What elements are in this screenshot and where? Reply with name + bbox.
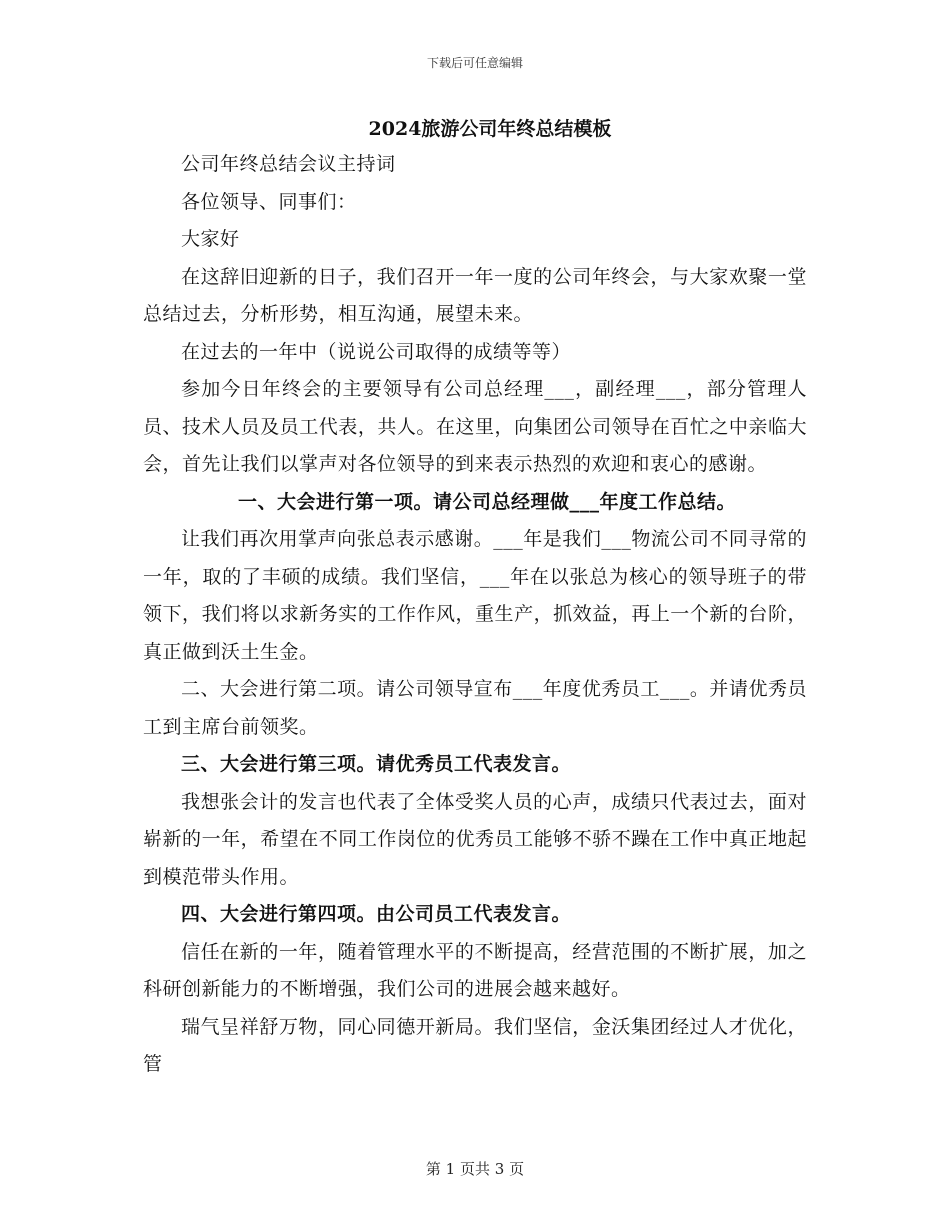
document-title: 2024旅游公司年终总结模板 — [368, 118, 612, 140]
paragraph-hello: 大家好 — [181, 228, 240, 250]
paragraph-subtitle: 公司年终总结会议主持词 — [181, 153, 396, 175]
paragraph-attendees: 参加今日年终会的主要领导有公司总经理___，副经理___，部分管理人员、技术人员及员工代表，共人。在这里，向集团公司领导在百忙之中亲临大会，首先让我们以掌声对各位领导的到来表示热烈的欢迎和衷心的感谢。 — [143, 378, 807, 475]
paragraph-item-2: 二、大会进行第二项。请公司领导宣布___年度优秀员工___。并请优秀员工到主席台前领奖。 — [143, 678, 807, 738]
paragraph-intro: 在这辞旧迎新的日子，我们召开一年一度的公司年终会，与大家欢聚一堂总结过去，分析形势，相互沟通，展望未来。 — [143, 265, 807, 325]
paragraph-greeting: 各位领导、同事们： — [181, 190, 357, 213]
paragraph-achievements: 在过去的一年中（说说公司取得的成绩等等） — [181, 340, 572, 363]
paragraph-outlook: 信任在新的一年，随着管理水平的不断提高，经营范围的不断扩展，加之科研创新能力的不断增强，我们公司的进展会越来越好。 — [143, 940, 807, 1000]
section-heading-1: 一、大会进行第一项。请公司总经理做___年度工作总结。 — [237, 490, 736, 513]
paragraph-speech: 我想张会计的发言也代表了全体受奖人员的心声，成绩只代表过去，面对崭新的一年，希望在不同工作岗位的优秀员工能够不骄不躁在工作中真正地起到模范带头作用。 — [143, 790, 807, 888]
document-body — [143, 112, 807, 1084]
page-header: 下载后可任意编辑 — [426, 56, 523, 70]
paragraph-thanks: 让我们再次用掌声向张总表示感谢。___年是我们___物流公司不同寻常的一年，取的了丰硕的成绩。我们坚信，___年在以张总为核心的领导班子的带领下，我们将以求新务实的工作作风，重生产，抓效益，再上一个新的台阶，真正做到沃土生金。 — [143, 528, 807, 663]
section-heading-3: 三、大会进行第三项。请优秀员工代表发言。 — [181, 753, 572, 775]
page-footer: 第 1 页共 3 页 — [425, 1160, 525, 1178]
section-heading-4: 四、大会进行第四项。由公司员工代表发言。 — [181, 903, 572, 925]
paragraph-closing: 瑞气呈祥舒万物，同心同德开新局。我们坚信，金沃集团经过人才优化，管 — [143, 1015, 807, 1075]
